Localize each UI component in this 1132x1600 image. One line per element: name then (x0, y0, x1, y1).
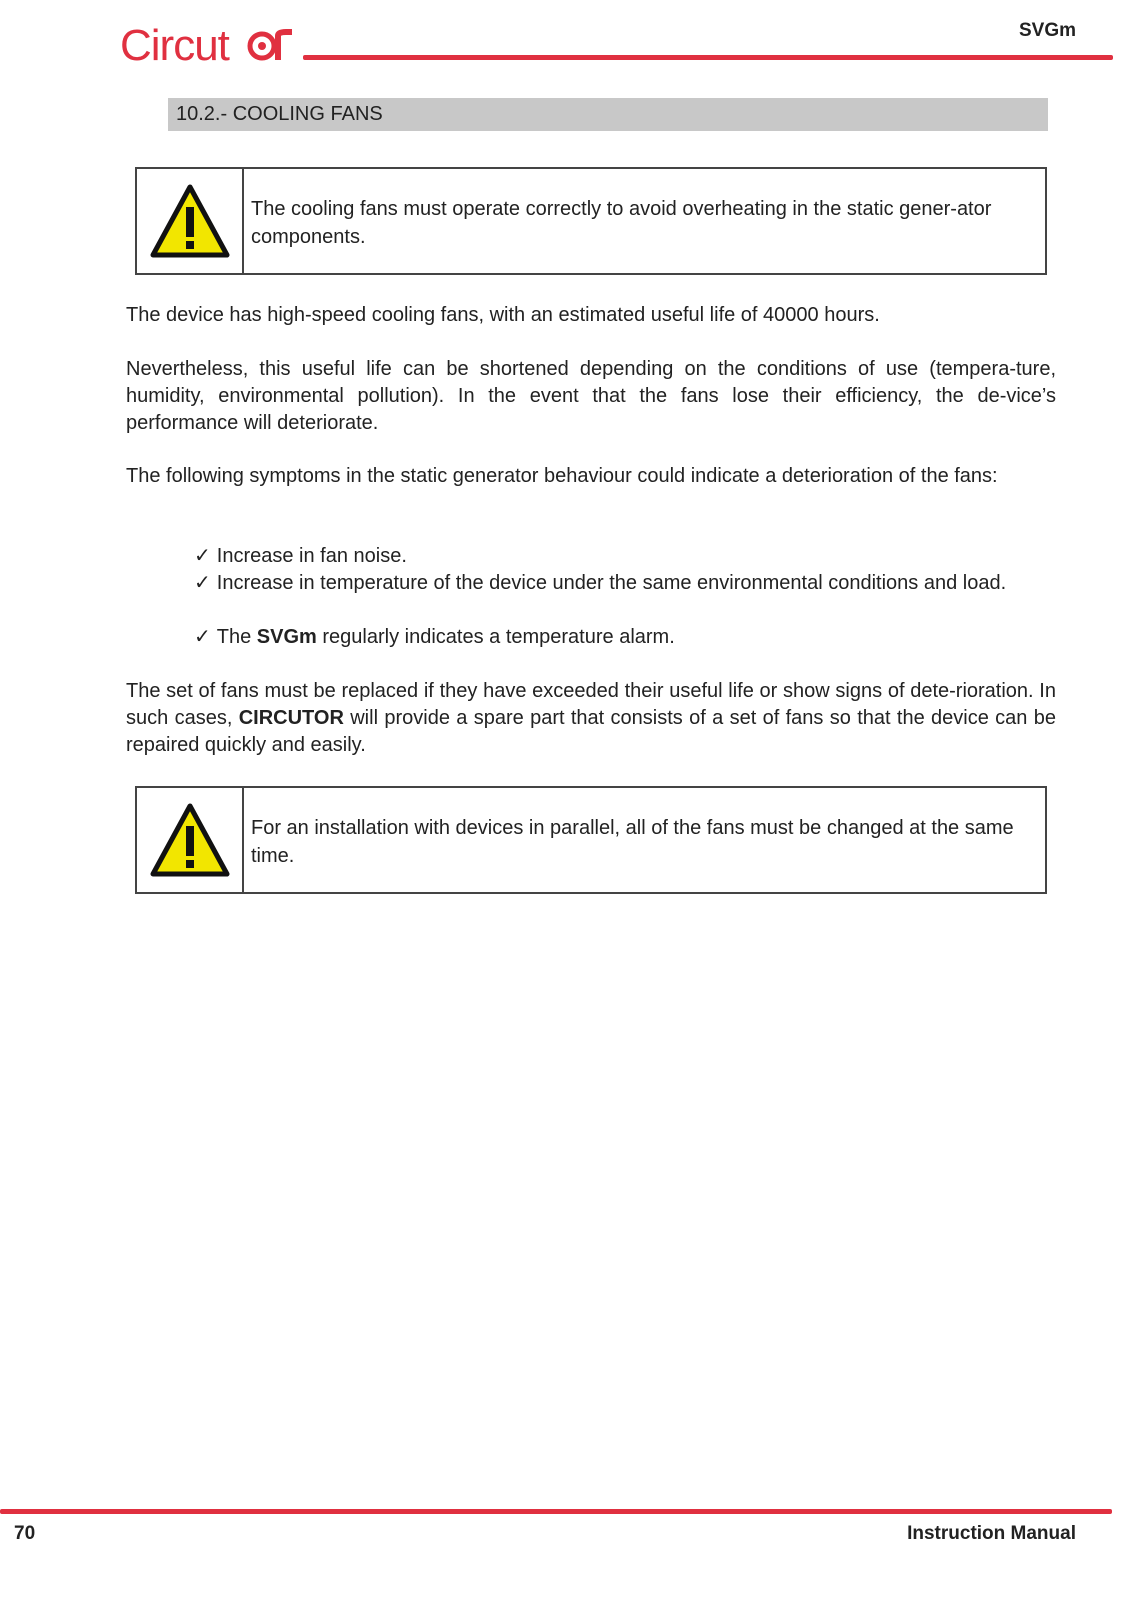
warning-text: For an installation with devices in parallel, all of the fans must be changed at the same time. (251, 817, 1014, 867)
list-item-text: The (216, 626, 257, 648)
list-item (190, 570, 1056, 597)
list-item-text: Increase in temperature of the device under the same environmental conditions and load. (216, 572, 1007, 594)
list-item (190, 543, 1056, 570)
circutor-logo (120, 18, 305, 68)
warning-text: The cooling fans must operate correctly to avoid overheating in the static gener-ator components. (251, 198, 992, 248)
checkmark-icon: ✓ (194, 572, 211, 594)
warning-icon-cell (137, 169, 244, 273)
warning-box-overheating (135, 167, 1047, 275)
header-document-title: SVGm (1018, 20, 1076, 41)
warning-triangle-icon (150, 802, 230, 878)
paragraph-text: The set of fans must be replaced if they have exceeded their useful life or show signs of dete-rioration. In such cases, (126, 680, 1056, 729)
page-number: 70 (14, 1523, 36, 1544)
section-heading: 10.2.- COOLING FANS (168, 98, 1048, 131)
paragraph-text: will provide a spare part that consists of a set of fans so that the device can be repaired quickly and easily. (126, 707, 1056, 756)
warning-icon-cell (137, 788, 244, 892)
footer-rule (0, 1509, 1112, 1514)
checkmark-icon: ✓ (194, 626, 211, 648)
product-name: SVGm (256, 626, 317, 648)
paragraph-symptoms-intro: The following symptoms in the static generator behaviour could indicate a deterioration of the fans: (126, 465, 998, 487)
brand-name: CIRCUTOR (238, 707, 344, 729)
list-item-text: Increase in fan noise. (216, 545, 407, 567)
list-item-text: regularly indicates a temperature alarm. (316, 626, 675, 648)
paragraph-replacement (126, 678, 1056, 759)
warning-box-parallel (135, 786, 1047, 894)
paragraph-useful-life: The device has high-speed cooling fans, with an estimated useful life of 40000 hours. (126, 304, 880, 326)
paragraph-conditions: Nevertheless, this useful life can be shortened depending on the conditions of use (tempera-ture, humidity, environmental pollution). In the event that the fans lose their efficiency, the de-vice’s performance will deteriorate. (126, 358, 1056, 434)
warning-triangle-icon (150, 183, 230, 259)
checkmark-icon: ✓ (194, 545, 211, 567)
svg-text:Circut: Circut (120, 21, 229, 68)
list-item (190, 624, 1056, 651)
header-rule (303, 55, 1113, 60)
footer-manual-title: Instruction Manual (907, 1523, 1076, 1544)
